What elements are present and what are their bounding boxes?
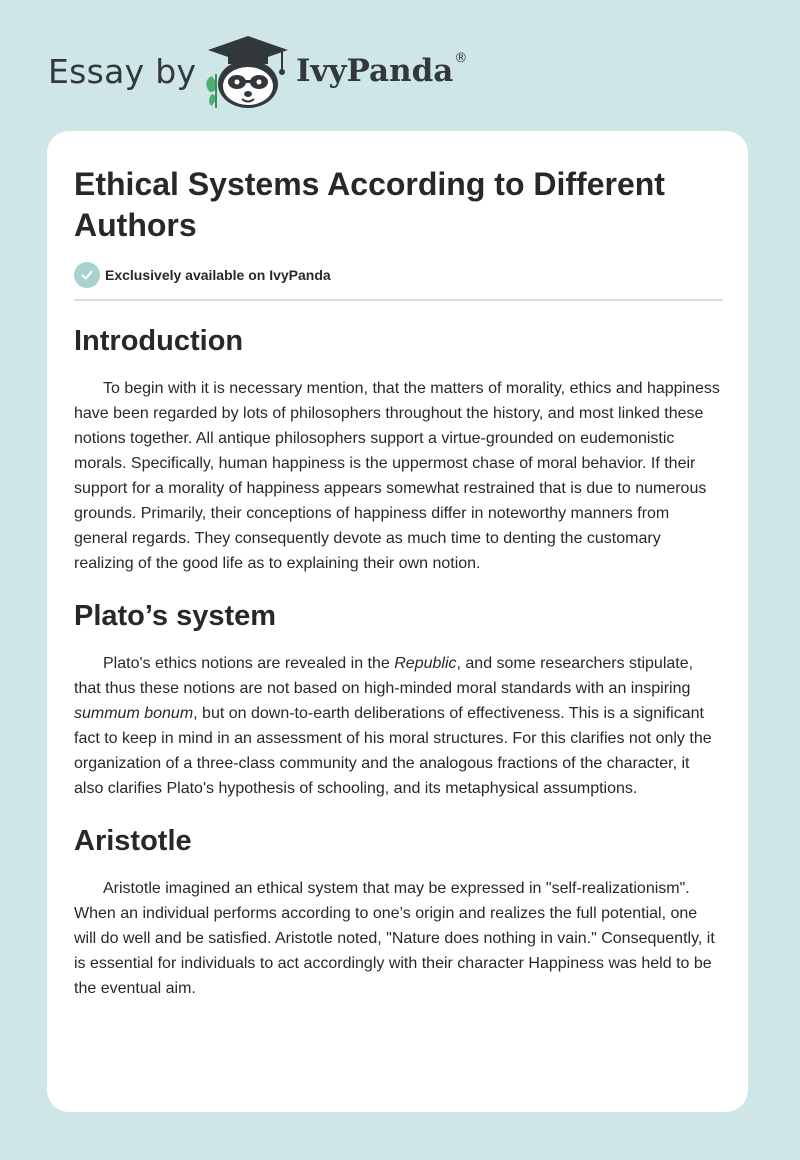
checkmark-icon bbox=[74, 262, 100, 288]
section-aristotle bbox=[74, 823, 723, 1001]
page-title: Ethical Systems According to Different Authors bbox=[74, 166, 665, 243]
brand-header[interactable] bbox=[48, 34, 478, 110]
exclusive-badge-label: Exclusively available on IvyPanda bbox=[105, 267, 331, 283]
divider bbox=[74, 299, 723, 301]
paragraph: Plato's ethics notions are revealed in the Republic, and some researchers stipulate, that thus these notions are not based on high-minded moral standards with an inspiring summum bonum, but on down-to-earth deliberations of effectiveness. This is a significant fact to keep in mind in an assessment of his moral structures. For this clarifies not only the organization of a three-class community and the analogous fractions of the character, it also clarifies Plato's hypothesis of schooling, and its metaphysical assumptions. bbox=[74, 655, 712, 797]
panda-logo-icon bbox=[202, 34, 294, 110]
essay-card bbox=[47, 131, 748, 1112]
paragraph: Aristotle imagined an ethical system that may be expressed in "self-realizationism". When an individual performs according to one’s origin and realizes the full potential, one will do well and be satisfied. Aristotle noted, "Nature does nothing in vain." Consequently, it is essential for individuals to act accordingly with their character Happiness was held to be the eventual aim. bbox=[74, 880, 715, 997]
paragraph: To begin with it is necessary mention, that the matters of morality, ethics and happiness have been regarded by lots of philosophers throughout the history, and most linked these notions together. All antique philosophers support a virtue-grounded on eudemonistic morals. Specifically, human happiness is the uppermost chase of moral behavior. If their support for a morality of happiness appears somewhat restrained that is due to numerous grounds. Primarily, their conceptions of happiness differ in noteworthy manners from general regards. They consequently devote as much time to denting the customary realizing of the good life as to explaining their own notion. bbox=[74, 380, 720, 572]
essay-by-label: Essay by bbox=[48, 52, 197, 91]
essay-content bbox=[74, 164, 723, 1001]
section-introduction bbox=[74, 323, 723, 576]
registered-mark: ® bbox=[454, 51, 468, 66]
section-heading: Plato’s system bbox=[74, 600, 277, 632]
italic-republic: Republic bbox=[394, 655, 457, 672]
ivypanda-wordmark: IvyPanda® bbox=[296, 51, 468, 89]
italic-summum-bonum: summum bonum bbox=[74, 705, 194, 722]
exclusive-badge bbox=[74, 262, 723, 288]
section-heading: Aristotle bbox=[74, 825, 192, 857]
section-heading: Introduction bbox=[74, 325, 244, 357]
section-plato bbox=[74, 598, 723, 801]
